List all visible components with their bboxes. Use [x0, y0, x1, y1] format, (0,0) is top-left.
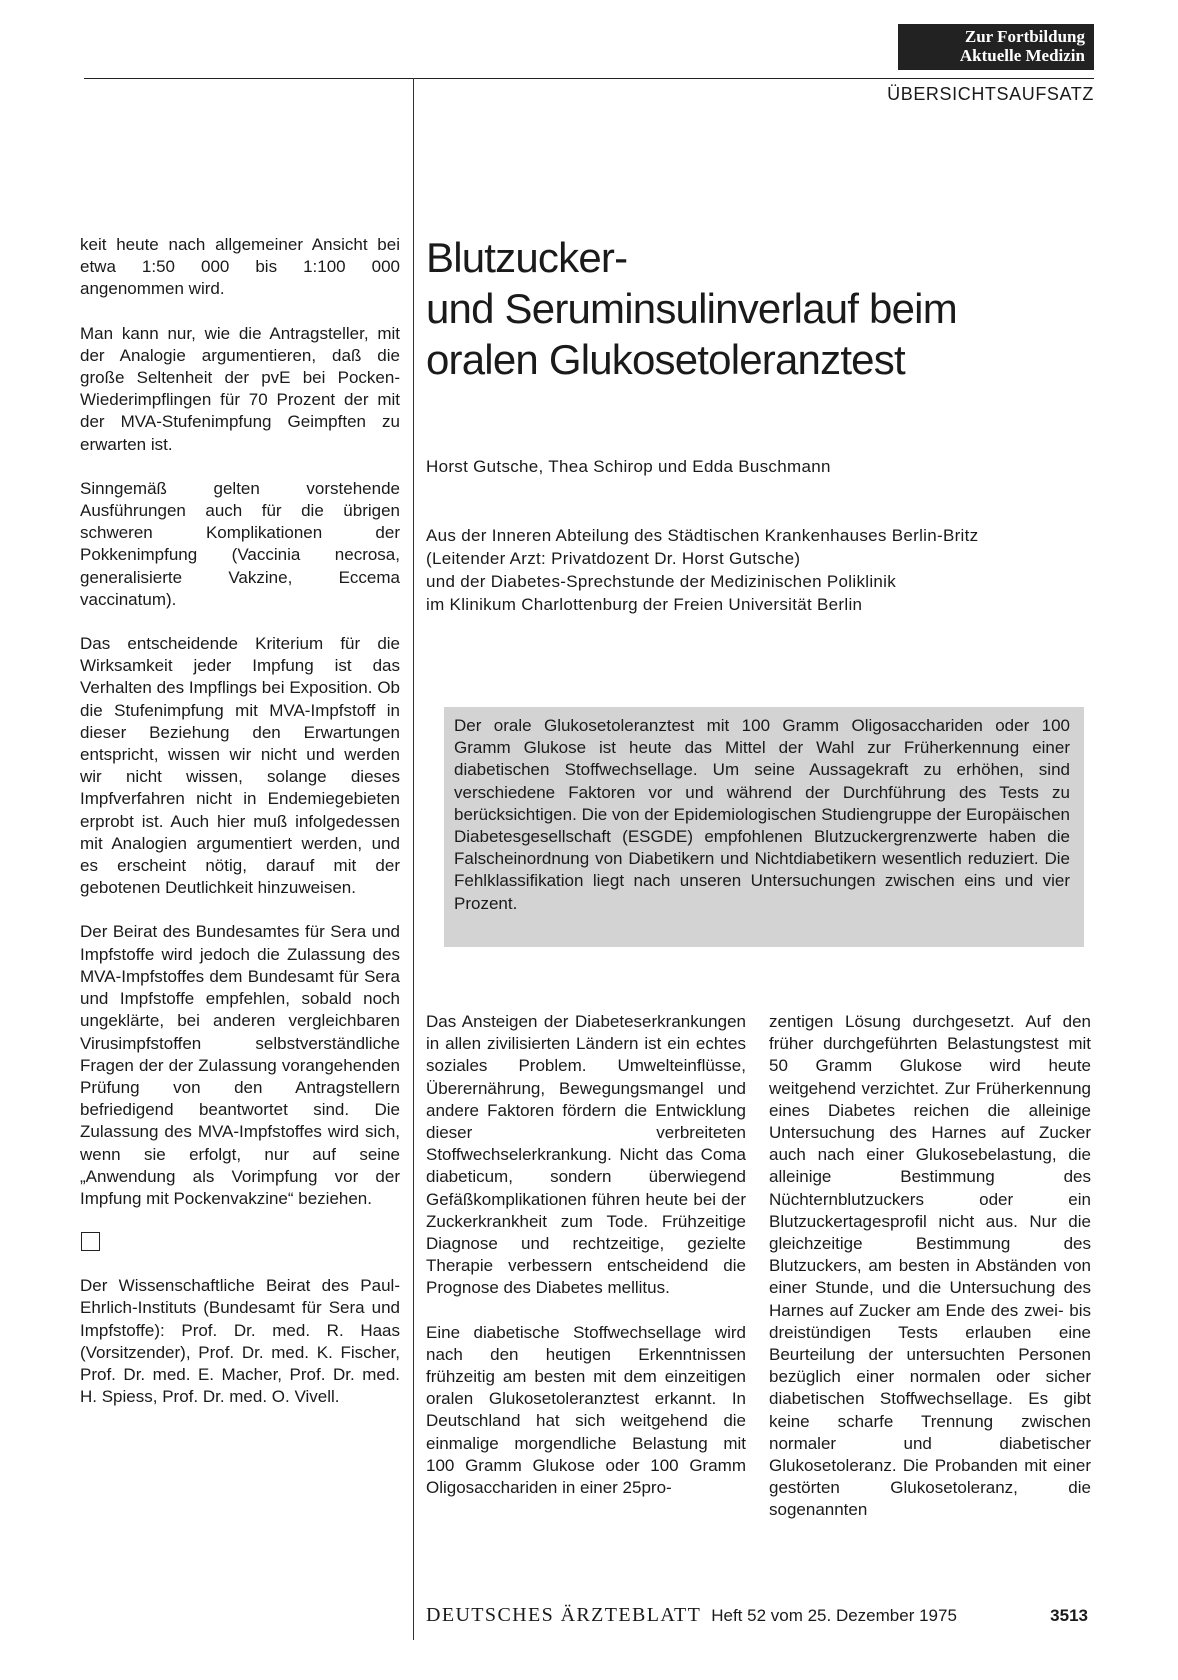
column-divider [413, 78, 414, 1640]
title-line-3: oralen Glukosetoleranztest [426, 336, 905, 383]
left-paragraph-1: keit heute nach allgemeiner Ansicht bei etwa 1:50 000 bis 1:100 000 angenommen wird. [80, 235, 400, 299]
right-paragraph-1: zentigen Lösung durchgesetzt. Auf den früher durchgeführten Belastungstest mit 50 Gramm Glukose wird heute weitgehend verzichtet. Zur Früherkennung eines Diabetes reichen die alleinige Untersuchung des Harnes auf Zucker auch nach einer Glukosebelastung, die alleinige Bestimmung des Nüchternblutzuckers oder ein Blutzuckertagesprofil nicht aus. Nur die gleichzeitige Bestimmung des Blutzuckers, am besten in Abständen von einer Stunde, und die Untersuchung des Harnes auf Zucker am Ende des zwei- bis dreistündigen Tests erlauben eine Beurteilung der untersuchten Personen bezüglich einer normalen oder sicher diabetischen Stoffwechsellage. Es gibt keine scharfe Trennung zwischen normaler und diabetischer Glukosetoleranz. Die Probanden mit einer gestörten Glukosetoleranz, die sogenannten [769, 1012, 1091, 1520]
left-paragraph-5: Der Beirat des Bundesamtes für Sera und Impfstoffe wird jedoch die Zulassung des MVA-Impfstoffes dem Bundesamt für Sera und Impfstoffe empfehlen, sobald noch ungeklärte, bei anderen vergleichbaren Virusimpfstoffen selbstverständliche Fragen der der Zulassung vorangehenden Prüfung von den Antragstellern befriedigend beantwortet sind. Die Zulassung des MVA-Impfstoffes wird sich, wenn sie erfolgt, nur auf seine „Anwendung als Vorimpfung vor der Impfung mit Pockenvakzine“ beziehen. [80, 922, 400, 1208]
journal-name: DEUTSCHES ÄRZTEBLATT [426, 1604, 702, 1626]
middle-column [426, 1011, 746, 1521]
middle-paragraph-2: Eine diabetische Stoffwechsellage wird nach den heutigen Erkenntnissen frühzeitig am besten mit dem einzeitigen oralen Glukosetoleranztest erkannt. In Deutschland hat sich weitgehend die einmalige morgendliche Belastung mit 100 Gramm Glukose oder 100 Gramm Oligosacchariden in einer 25pro- [426, 1322, 746, 1498]
right-column [769, 1011, 1091, 1544]
affiliation-line-1: Aus der Inneren Abteilung des Städtischen Krankenhauses Berlin-Britz [426, 526, 979, 545]
end-of-article-box [81, 1232, 100, 1251]
badge-line-2: Aktuelle Medizin [959, 46, 1085, 65]
signature-paragraph: Der Wissenschaftliche Beirat des Paul-Ehrlich-Instituts (Bundesamt für Sera und Impfstoffe): Prof. Dr. med. R. Haas (Vorsitzender), Prof. Dr. med. K. Fischer, Prof. Dr. med. E. Macher, Prof. Dr. med. H. Spiess, Prof. Dr. med. O. Vivell. [80, 1276, 400, 1407]
header-rule [84, 78, 1094, 79]
affiliation-line-4: im Klinikum Charlottenburg der Freien Universität Berlin [426, 595, 863, 614]
page-footer [426, 1604, 1088, 1627]
abstract-box [444, 707, 1084, 947]
affiliation-line-3: und der Diabetes-Sprechstunde der Medizinischen Poliklinik [426, 572, 897, 591]
authors: Horst Gutsche, Thea Schirop und Edda Buschmann [426, 457, 831, 476]
page-number: 3513 [1050, 1606, 1088, 1625]
left-paragraph-3: Sinngemäß gelten vorstehende Ausführungen auch für die übrigen schweren Komplikationen der Pokkenimpfung (Vaccinia necrosa, generalisierte Vakzine, Eccema vaccinatum). [80, 478, 400, 609]
issue-info: Heft 52 vom 25. Dezember 1975 [711, 1606, 957, 1625]
left-paragraph-4: Das entscheidende Kriterium für die Wirksamkeit jeder Impfung ist das Verhalten des Impflings bei Exposition. Ob die Stufenimpfung mit MVA-Impfstoff in dieser Beziehung den Erwartungen entspricht, wissen wir nicht und werden wir nicht wissen, solange dieses Impfverfahren nicht in Endemiegebieten erprobt ist. Auch hier muß infolgedessen mit Analogien argumentiert werden, und es erscheint nötig, darauf mit der gebotenen Deutlichkeit hinzuweisen. [80, 634, 400, 898]
left-column [80, 234, 400, 1430]
section-label: ÜBERSICHTSAUFSATZ [887, 84, 1094, 104]
section-badge [898, 24, 1094, 70]
affiliation [426, 524, 1096, 616]
badge-line-1: Zur Fortbildung [964, 27, 1085, 46]
article-title [426, 232, 1086, 385]
title-line-2: und Seruminsulinverlauf beim [426, 285, 957, 332]
title-line-1: Blutzucker- [426, 234, 628, 281]
left-paragraph-2: Man kann nur, wie die Antragsteller, mit der Analogie argumentieren, daß die große Seltenheit der pvE bei Pocken-Wiederimpflingen für 70 Prozent der mit der MVA-Stufenimpfung Geimpften zu erwarten ist. [80, 323, 400, 454]
middle-paragraph-1: Das Ansteigen der Diabeteserkrankungen in allen zivilisierten Ländern ist ein echtes soziales Problem. Umwelteinflüsse, Überernährung, Bewegungsmangel und andere Faktoren fördern die Entwicklung dieser verbreiteten Stoffwechselerkrankung. Nicht das Coma diabeticum, sondern überwiegend Gefäßkomplikationen führen heute bei der Zuckerkrankheit zum Tode. Frühzeitige Diagnose und rechtzeitige, gezielte Therapie verbessern entscheidend die Prognose des Diabetes mellitus. [426, 1012, 746, 1298]
affiliation-line-2: (Leitender Arzt: Privatdozent Dr. Horst Gutsche) [426, 549, 801, 568]
abstract-text: Der orale Glukosetoleranztest mit 100 Gramm Oligosacchariden oder 100 Gramm Glukose ist heute das Mittel der Wahl zur Früherkennung einer diabetischen Stoffwechsellage. Um seine Aussagekraft zu erhöhen, sind verschiedene Faktoren vor und während der Durchführung des Tests zu berücksichtigen. Die von der Epidemiologischen Studiengruppe der Europäischen Diabetesgesellschaft (ESGDE) empfohlenen Blutzuckergrenzwerte haben die Falscheinordnung von Diabetikern und Nichtdiabetikern wesentlich reduziert. Die Fehlklassifikation liegt nach unseren Untersuchungen zwischen eins und vier Prozent. [454, 716, 1070, 913]
